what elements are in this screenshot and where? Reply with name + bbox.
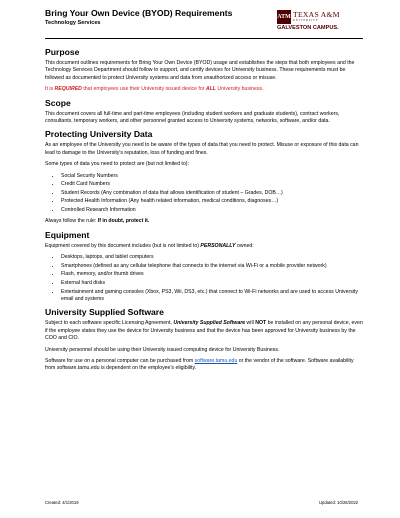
list-item: • External hard disks — [61, 280, 363, 287]
protected-data-list — [45, 173, 363, 215]
scope-body: This document covers all full-time and part-time employees (including student workers and graduate students), contract workers, consultants, temporary workers, and other personnel granted access to University systems, networks, software, and/or data. — [45, 110, 340, 125]
supplied-software-p3: Software for use on a personal computer can be purchased from software.tamu.edu or the vendor of the software. Software availability from software.tamu.edu is dependent on the employee's eligibility. — [45, 358, 354, 372]
protecting-body: As an employee of the University you need to be aware of the types of data that you need to protect. Misuse or exposure of this data can lead to damage to the University's reputation, loss of funding and fines. — [45, 142, 359, 156]
document-subtitle: Technology Services — [45, 20, 101, 26]
header-divider — [45, 38, 363, 39]
protecting-list-intro: Some types of data you need to protect are (but not limited to): — [45, 161, 189, 168]
equipment-heading: Equipment — [45, 229, 90, 240]
supplied-software-p2: University personnel should be using their University issued computing device for University Business. — [45, 346, 280, 353]
list-item: • Student Records (Any combination of data that allows identification of student – Grades, DOB…) — [61, 190, 363, 197]
protecting-heading: Protecting University Data — [45, 129, 153, 140]
protect-rule: Always follow the rule: If in doubt, protect it. — [45, 218, 150, 225]
document-body — [45, 44, 363, 377]
list-item: • Desktops, laptops, and tablet computers — [61, 254, 363, 261]
list-item: • Protected Health Information (Any health related information, medical conditions, diagnoses…) — [61, 198, 363, 205]
purpose-requirement: It is REQUIRED that employees use their University issued device for ALL University business. — [45, 86, 264, 93]
logo-campus: GALVESTON CAMPUS. — [277, 25, 339, 31]
list-item: • Social Security Numbers — [61, 173, 363, 180]
logo-text: TEXAS A&M — [293, 10, 340, 19]
list-item: • Flash, memory, and/or thumb drives — [61, 271, 363, 278]
equipment-intro: Equipment covered by this document includes (but is not limited to) PERSONALLY owned: — [45, 242, 254, 249]
supplied-software-heading: University Supplied Software — [45, 307, 164, 318]
purpose-body: This document outlines requirements for Bring Your Own Device (BYOD) usage and establishes the steps that both employees and the Technology Services Department should follow to support, and certify devices for University business. These requirements must be followed as documented to protect University systems and data from unauthorized access or misuse. — [45, 60, 355, 81]
equipment-list — [45, 254, 363, 303]
university-logo — [277, 10, 361, 34]
list-item: • Credit Card Numbers — [61, 181, 363, 188]
scope-heading: Scope — [45, 97, 71, 108]
purpose-heading: Purpose — [45, 47, 80, 57]
list-item: • Entertainment and gaming consoles (Xbox, PS3, Wii, DS3, etc.) that connect to Wi-Fi networks and are used to access University email and systems — [61, 289, 363, 304]
updated-date: Updated: 10/26/2022 — [319, 500, 359, 505]
software-link[interactable]: software.tamu.edu — [194, 358, 238, 365]
logo-mark: ATM — [277, 10, 291, 24]
list-item: • Smartphones (defined as any cellular telephone that connects to the internet via Wi-Fi or a mobile provider network) — [61, 263, 363, 270]
supplied-software-p1: Subject to each software specific Licensing Agreement, University Supplied Software will NOT be installed on any personal device, even if the employee states they use the device for University business and that the device has been approved for University business by the COO and CIO. — [45, 320, 363, 342]
document-title: Bring Your Own Device (BYOD) Requirements — [45, 8, 233, 18]
list-item: • Controlled Research Information — [61, 207, 363, 214]
logo-university: UNIVERSITY — [293, 19, 319, 22]
created-date: Created: 4/1/2019 — [45, 500, 79, 505]
